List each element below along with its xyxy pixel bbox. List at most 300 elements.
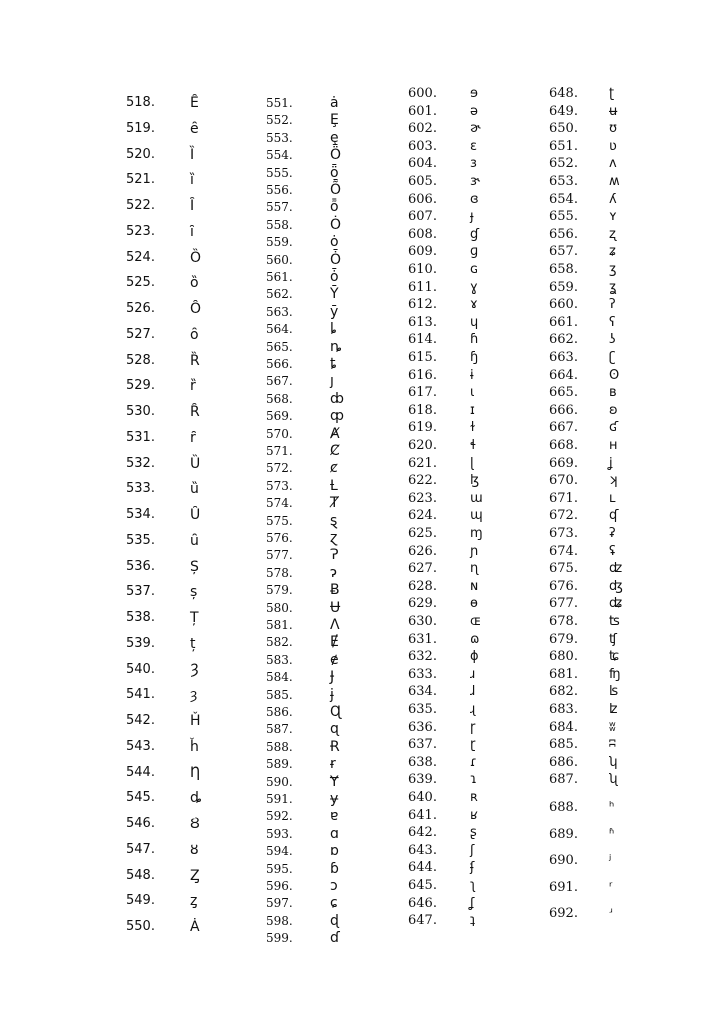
entry-number: 608. xyxy=(408,226,437,242)
entry-number: 538. xyxy=(126,610,155,625)
entry-glyph: ș xyxy=(190,584,198,601)
entry-number: 559. xyxy=(266,235,293,250)
entry-glyph: Ȱ xyxy=(330,251,342,268)
entry-glyph: ɞ xyxy=(470,191,479,207)
entry-glyph: ɧ xyxy=(470,350,479,365)
entry-number: 592. xyxy=(266,809,293,824)
entry-number: 566. xyxy=(266,357,293,371)
entry-number: 604. xyxy=(408,156,437,172)
entry-number: 636. xyxy=(408,719,437,735)
entry-glyph: ʋ xyxy=(609,138,617,154)
entry-number: 617. xyxy=(408,385,437,401)
entry-number: 667. xyxy=(549,420,578,436)
entry-number: 634. xyxy=(408,684,437,700)
entry-number: 562. xyxy=(266,287,293,302)
entry-number: 647. xyxy=(408,913,437,929)
entry-number: 689. xyxy=(549,826,578,842)
entry-glyph: ɑ xyxy=(330,825,339,842)
entry-number: 610. xyxy=(408,262,437,277)
entry-glyph: ɋ xyxy=(330,721,339,738)
entry-glyph: ȇ xyxy=(190,120,199,137)
entry-number: 675. xyxy=(549,561,578,577)
entry-number: 539. xyxy=(126,635,155,651)
entry-glyph: ʡ xyxy=(609,526,616,541)
entry-number: 597. xyxy=(266,896,293,911)
entry-number: 546. xyxy=(126,816,155,831)
entry-number: 526. xyxy=(126,301,155,316)
entry-number: 531. xyxy=(126,429,155,445)
entry-number: 631. xyxy=(408,631,437,647)
entry-number: 682. xyxy=(549,684,578,700)
entry-glyph: ʆ xyxy=(470,895,475,911)
entry-glyph: ʚ xyxy=(609,402,618,418)
entry-number: 670. xyxy=(549,473,578,489)
entry-number: 691. xyxy=(549,879,578,895)
entry-number: 658. xyxy=(549,262,578,277)
entry-number: 579. xyxy=(266,583,293,598)
entry-glyph: Ⱦ xyxy=(330,495,339,512)
entry-glyph: Ʉ xyxy=(330,599,341,616)
entry-number: 684. xyxy=(549,719,578,735)
entry-glyph: ɜ xyxy=(470,156,477,172)
entry-glyph: ɀ xyxy=(330,530,338,546)
entry-number: 550. xyxy=(126,919,155,934)
entry-number: 680. xyxy=(549,649,578,665)
entry-number: 643. xyxy=(408,842,437,858)
entry-number: 674. xyxy=(549,543,578,559)
entry-number: 573. xyxy=(266,478,293,493)
entry-number: 645. xyxy=(408,878,437,893)
entry-number: 525. xyxy=(126,275,155,291)
entry-number: 622. xyxy=(408,473,437,489)
entry-number: 641. xyxy=(408,807,437,823)
entry-glyph: ȓ xyxy=(190,429,196,446)
entry-glyph: ȉ xyxy=(190,172,194,189)
entry-glyph: ʩ xyxy=(609,666,621,682)
entry-glyph: ʀ xyxy=(470,790,478,805)
entry-glyph: ɝ xyxy=(470,174,481,189)
entry-number: 662. xyxy=(549,332,578,348)
entry-glyph: Ȕ xyxy=(190,455,201,472)
entry-glyph: Ȓ xyxy=(190,404,200,420)
entry-glyph: ʣ xyxy=(609,561,623,577)
entry-number: 584. xyxy=(266,670,293,685)
entry-glyph: ɣ xyxy=(470,279,478,295)
entry-glyph: ʈ xyxy=(609,86,615,101)
entry-glyph: ɭ xyxy=(470,455,474,471)
entry-glyph: ȑ xyxy=(190,378,196,395)
entry-number: 576. xyxy=(266,531,293,545)
entry-number: 540. xyxy=(126,661,155,677)
entry-number: 534. xyxy=(126,507,155,522)
entry-glyph: Ƀ xyxy=(330,582,340,599)
entry-number: 528. xyxy=(126,352,155,368)
entry-number: 527. xyxy=(126,326,155,342)
entry-glyph: ʤ xyxy=(609,578,623,594)
entry-glyph: ȱ xyxy=(330,269,339,285)
entry-glyph: ɫ xyxy=(470,420,476,436)
entry-glyph: ʨ xyxy=(609,649,620,665)
entry-glyph: ʴ xyxy=(609,906,613,921)
entry-glyph: ʑ xyxy=(609,244,616,260)
entry-number: 545. xyxy=(126,790,155,806)
entry-glyph: ɕ xyxy=(330,895,338,912)
entry-glyph: ɺ xyxy=(470,684,476,700)
entry-number: 590. xyxy=(266,774,293,789)
entry-glyph: Ɋ xyxy=(330,704,341,720)
entry-number: 687. xyxy=(549,772,578,788)
entry-number: 575. xyxy=(266,513,293,528)
entry-number: 529. xyxy=(126,378,155,394)
entry-glyph: ɾ xyxy=(470,754,477,770)
entry-glyph: Ȏ xyxy=(190,301,202,317)
entry-glyph: ʟ xyxy=(609,490,616,506)
entry-number: 551. xyxy=(266,96,293,110)
entry-glyph: ʘ xyxy=(609,367,620,383)
entry-glyph: ʳ xyxy=(609,879,613,895)
entry-glyph: Ȫ xyxy=(330,147,342,164)
entry-glyph: ȫ xyxy=(330,164,339,181)
entry-number: 673. xyxy=(549,526,578,541)
entry-glyph: ɷ xyxy=(470,631,480,647)
entry-glyph: ȯ xyxy=(330,234,339,251)
entry-number: 595. xyxy=(266,861,293,876)
entry-number: 646. xyxy=(408,895,437,911)
entry-number: 626. xyxy=(408,543,437,559)
entry-number: 571. xyxy=(266,444,293,458)
entry-glyph: ȗ xyxy=(190,532,199,549)
entry-number: 607. xyxy=(408,209,437,225)
entry-glyph: Ɏ xyxy=(330,773,339,790)
entry-glyph: ɔ xyxy=(330,878,338,894)
entry-glyph: ɠ xyxy=(470,226,480,242)
entry-glyph: Ȭ xyxy=(330,182,342,198)
entry-glyph: ȶ xyxy=(330,356,337,372)
entry-number: 612. xyxy=(408,297,437,313)
entry-number: 548. xyxy=(126,867,155,883)
entry-number: 640. xyxy=(408,790,437,805)
entry-number: 665. xyxy=(549,385,578,401)
entry-glyph: ț xyxy=(190,635,196,652)
entry-glyph: ʒ xyxy=(609,262,617,277)
entry-glyph: ȵ xyxy=(330,338,342,355)
entry-glyph: Ț xyxy=(190,610,199,626)
entry-glyph: ɦ xyxy=(470,332,479,348)
entry-number: 633. xyxy=(408,666,437,682)
entry-glyph: ʯ xyxy=(609,772,618,788)
entry-number: 614. xyxy=(408,332,437,348)
entry-number: 586. xyxy=(266,705,293,719)
entry-glyph: ȍ xyxy=(190,275,199,292)
entry-number: 541. xyxy=(126,687,155,703)
entry-number: 532. xyxy=(126,455,155,471)
entry-number: 671. xyxy=(549,490,578,506)
entry-glyph: ʭ xyxy=(609,737,616,753)
entry-glyph: ʰ xyxy=(609,800,615,815)
entry-glyph: Ȟ xyxy=(190,713,201,729)
entry-glyph: ȼ xyxy=(330,460,338,477)
entry-number: 572. xyxy=(266,461,293,476)
entry-number: 557. xyxy=(266,200,293,215)
entry-glyph: Ȩ xyxy=(330,112,339,129)
entry-glyph: ȟ xyxy=(190,738,199,755)
entry-glyph: ɡ xyxy=(470,244,479,260)
entry-number: 630. xyxy=(408,614,437,629)
entry-glyph: ȳ xyxy=(330,303,339,320)
entry-number: 664. xyxy=(549,367,578,383)
entry-glyph: ɩ xyxy=(470,385,475,401)
entry-number: 666. xyxy=(549,402,578,418)
entry-glyph: ɒ xyxy=(330,843,339,860)
entry-glyph: ɂ xyxy=(330,564,337,581)
entry-number: 523. xyxy=(126,223,155,239)
entry-glyph: Ȣ xyxy=(190,816,200,832)
entry-number: 553. xyxy=(266,130,293,145)
entry-number: 587. xyxy=(266,722,293,737)
entry-number: 561. xyxy=(266,270,293,284)
entry-glyph: ʜ xyxy=(609,438,618,453)
entry-number: 603. xyxy=(408,138,437,154)
entry-number: 518. xyxy=(126,95,155,110)
entry-number: 653. xyxy=(549,174,578,189)
entry-number: 563. xyxy=(266,304,293,319)
entry-glyph: ɬ xyxy=(470,438,477,453)
entry-glyph: ɹ xyxy=(470,666,476,682)
entry-number: 620. xyxy=(408,438,437,453)
entry-glyph: Ȍ xyxy=(190,249,202,266)
entry-number: 582. xyxy=(266,635,293,650)
entry-number: 578. xyxy=(266,565,293,580)
entry-glyph: Ȇ xyxy=(190,95,199,111)
entry-glyph: ʎ xyxy=(609,191,617,207)
entry-number: 577. xyxy=(266,548,293,563)
entry-number: 580. xyxy=(266,600,293,615)
entry-glyph: Ȝ xyxy=(190,661,199,678)
entry-glyph: ɍ xyxy=(330,756,336,773)
entry-glyph: ɴ xyxy=(470,578,479,594)
entry-number: 615. xyxy=(408,350,437,365)
entry-glyph: ɟ xyxy=(470,209,474,225)
entry-number: 663. xyxy=(549,350,578,365)
entry-number: 686. xyxy=(549,754,578,770)
entry-glyph: ɚ xyxy=(470,121,481,137)
entry-number: 657. xyxy=(549,244,578,260)
entry-number: 588. xyxy=(266,739,293,754)
entry-glyph: ʊ xyxy=(609,121,618,137)
entry-glyph: ȩ xyxy=(330,129,339,146)
entry-glyph: ɢ xyxy=(470,262,479,277)
entry-number: 672. xyxy=(549,508,578,524)
entry-number: 668. xyxy=(549,438,578,453)
entry-glyph: ʥ xyxy=(609,596,623,612)
entry-number: 628. xyxy=(408,578,437,594)
entry-glyph: ʖ xyxy=(609,332,616,348)
entry-number: 594. xyxy=(266,844,293,859)
entry-number: 585. xyxy=(266,687,293,702)
entry-glyph: Ƚ xyxy=(330,477,338,494)
entry-glyph: ʮ xyxy=(609,754,618,770)
entry-number: 627. xyxy=(408,561,437,577)
entry-glyph: ɪ xyxy=(470,402,475,418)
entry-glyph: ʐ xyxy=(609,226,616,242)
entry-glyph: ɻ xyxy=(470,702,476,717)
entry-number: 639. xyxy=(408,772,437,788)
entry-number: 652. xyxy=(549,156,578,172)
entry-glyph: Ⱥ xyxy=(330,425,340,442)
entry-number: 536. xyxy=(126,558,155,574)
entry-glyph: Ɇ xyxy=(330,634,339,651)
entry-number: 656. xyxy=(549,226,578,242)
entry-glyph: ʝ xyxy=(609,455,613,471)
entry-number: 648. xyxy=(549,86,578,101)
entry-glyph: ʂ xyxy=(470,825,477,841)
entry-number: 565. xyxy=(266,339,293,354)
entry-glyph: ʍ xyxy=(609,174,620,189)
entry-glyph: Ș xyxy=(190,558,199,575)
entry-glyph: ə xyxy=(470,103,478,119)
entry-number: 635. xyxy=(408,702,437,717)
entry-number: 547. xyxy=(126,841,155,857)
entry-number: 606. xyxy=(408,191,437,207)
entry-number: 609. xyxy=(408,244,437,260)
entry-number: 629. xyxy=(408,596,437,612)
entry-glyph: ʕ xyxy=(609,314,616,330)
entry-number: 600. xyxy=(408,86,437,101)
entry-glyph: ɱ xyxy=(470,526,483,541)
entry-number: 568. xyxy=(266,391,293,406)
entry-number: 542. xyxy=(126,713,155,728)
entry-glyph: ȥ xyxy=(190,893,198,910)
entry-glyph: ɥ xyxy=(470,314,479,330)
entry-glyph: ɓ xyxy=(330,860,339,877)
entry-glyph: Ƞ xyxy=(190,764,201,781)
entry-number: 650. xyxy=(549,121,578,137)
entry-glyph: ɵ xyxy=(470,596,478,612)
entry-number: 611. xyxy=(408,279,437,295)
entry-glyph: ʧ xyxy=(609,631,617,647)
entry-number: 637. xyxy=(408,737,437,753)
entry-glyph: ʔ xyxy=(609,297,616,313)
entry-glyph: ʗ xyxy=(609,350,616,365)
entry-glyph: ȋ xyxy=(190,223,194,240)
entry-glyph: ɇ xyxy=(330,651,339,668)
entry-glyph: Ȯ xyxy=(330,216,342,233)
entry-glyph: Ȼ xyxy=(330,443,340,459)
entry-number: 669. xyxy=(549,455,578,471)
entry-glyph: ȡ xyxy=(190,790,202,807)
entry-number: 524. xyxy=(126,249,155,265)
entry-number: 602. xyxy=(408,121,437,137)
entry-glyph: ʱ xyxy=(609,826,615,842)
entry-glyph: Ȗ xyxy=(190,507,201,523)
entry-number: 676. xyxy=(549,578,578,594)
entry-glyph: Ɍ xyxy=(330,738,340,755)
entry-glyph: Ȉ xyxy=(190,146,195,163)
entry-number: 560. xyxy=(266,252,293,267)
entry-number: 644. xyxy=(408,860,437,876)
entry-glyph: ʙ xyxy=(609,385,617,401)
entry-number: 605. xyxy=(408,174,437,189)
entry-glyph: ȭ xyxy=(330,199,339,216)
entry-glyph: ȕ xyxy=(190,481,199,498)
entry-number: 660. xyxy=(549,297,578,313)
entry-number: 651. xyxy=(549,138,578,154)
entry-glyph: ɗ xyxy=(330,930,340,947)
entry-glyph: Ȋ xyxy=(190,198,195,214)
entry-glyph: ȴ xyxy=(330,321,337,338)
entry-number: 655. xyxy=(549,209,578,225)
entry-number: 521. xyxy=(126,172,155,188)
entry-number: 554. xyxy=(266,148,293,163)
entry-number: 520. xyxy=(126,146,155,162)
entry-number: 549. xyxy=(126,893,155,909)
entry-number: 564. xyxy=(266,322,293,337)
entry-number: 618. xyxy=(408,402,437,418)
entry-number: 599. xyxy=(266,931,293,946)
entry-glyph: Ɉ xyxy=(330,669,335,686)
entry-glyph: ɨ xyxy=(470,367,474,383)
entry-glyph: Ɂ xyxy=(330,547,339,564)
entry-number: 556. xyxy=(266,183,293,197)
entry-glyph: ȝ xyxy=(190,687,198,704)
entry-number: 601. xyxy=(408,103,437,119)
entry-glyph: ɉ xyxy=(330,686,334,703)
entry-number: 555. xyxy=(266,165,293,180)
entry-number: 581. xyxy=(266,618,293,632)
entry-number: 530. xyxy=(126,404,155,419)
entry-number: 625. xyxy=(408,526,437,541)
entry-glyph: Ʌ xyxy=(330,617,340,633)
entry-number: 591. xyxy=(266,792,293,806)
entry-number: 616. xyxy=(408,367,437,383)
entry-number: 583. xyxy=(266,652,293,667)
entry-glyph: ɛ xyxy=(470,138,478,154)
entry-glyph: Ȥ xyxy=(190,867,200,884)
entry-glyph: ʅ xyxy=(470,878,476,893)
entry-number: 569. xyxy=(266,409,293,424)
entry-glyph: ɼ xyxy=(470,719,476,735)
entry-number: 679. xyxy=(549,631,578,647)
entry-number: 642. xyxy=(408,825,437,841)
entry-number: 649. xyxy=(549,103,578,119)
entry-glyph: ʢ xyxy=(609,543,616,559)
entry-number: 623. xyxy=(408,490,437,506)
entry-glyph: ʌ xyxy=(609,156,617,172)
entry-glyph: Ȑ xyxy=(190,352,200,369)
entry-glyph: ȷ xyxy=(330,373,334,390)
entry-number: 638. xyxy=(408,754,437,770)
entry-glyph: ɲ xyxy=(470,543,479,559)
entry-glyph: ɿ xyxy=(470,772,477,788)
entry-number: 596. xyxy=(266,879,293,893)
entry-number: 683. xyxy=(549,702,578,717)
entry-number: 574. xyxy=(266,496,293,511)
entry-glyph: ȧ xyxy=(330,95,339,111)
entry-glyph: ɏ xyxy=(330,791,339,807)
entry-glyph: ɐ xyxy=(330,808,339,825)
entry-number: 570. xyxy=(266,426,293,441)
entry-number: 681. xyxy=(549,666,578,682)
entry-number: 690. xyxy=(549,853,578,868)
entry-number: 519. xyxy=(126,120,155,136)
entry-glyph: ɮ xyxy=(470,473,480,489)
entry-glyph: ȣ xyxy=(190,841,199,858)
entry-glyph: ȿ xyxy=(330,512,338,529)
entry-number: 619. xyxy=(408,420,437,436)
entry-glyph: ɯ xyxy=(470,490,483,506)
entry-number: 685. xyxy=(549,737,578,753)
entry-glyph: ʦ xyxy=(609,614,620,629)
